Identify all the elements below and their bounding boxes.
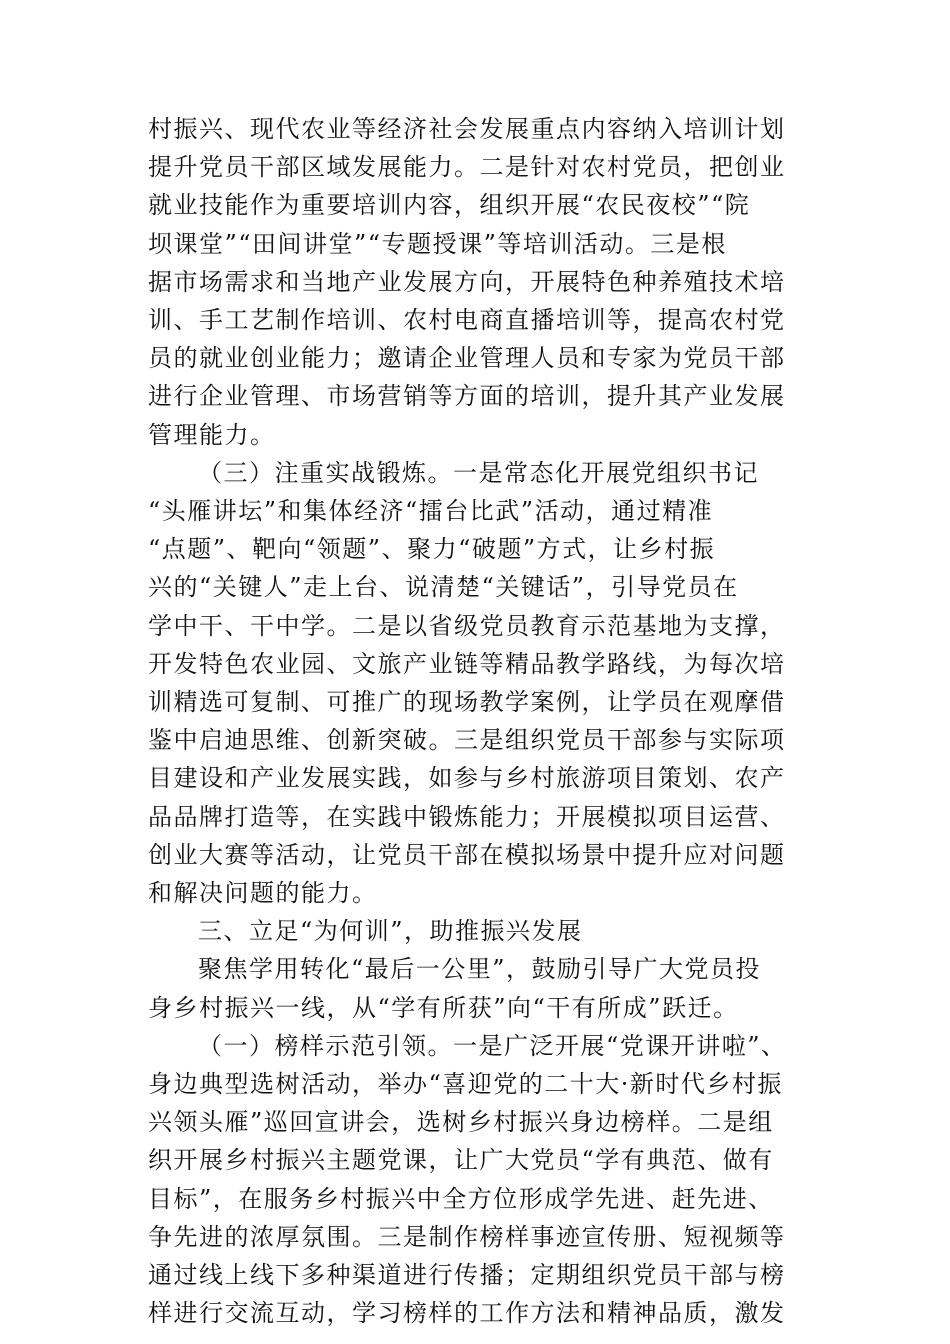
text-line: 通过线上线下多种渠道进行传播；定期组织党员干部与榜 bbox=[148, 1261, 786, 1289]
text-line: 鉴中启迪思维、创新突破。三是组织党员干部参与实际项 bbox=[148, 726, 786, 755]
text-line: 坝课堂”“田间讲堂”“专题授课”等培训活动。三是根 bbox=[148, 229, 727, 258]
text-line: 开发特色农业园、文旅产业链等精品教学路线，为每次培 bbox=[148, 649, 786, 678]
text-line: 创业大赛等活动，让党员干部在模拟场景中提升应对问题 bbox=[148, 840, 786, 869]
text-line: 提升党员干部区域发展能力。二是针对农村党员，把创业 bbox=[148, 153, 786, 182]
text-line: 村振兴、现代农业等经济社会发展重点内容纳入培训计划 bbox=[148, 115, 786, 143]
text-line: 员的就业创业能力；邀请企业管理人员和专家为党员干部 bbox=[148, 344, 786, 373]
text-line: 聚焦学用转化“最后一公里”，鼓励引导广大党员投 bbox=[198, 955, 762, 984]
text-line: 身乡村振兴一线，从“学有所获”向“干有所成”跃迁。 bbox=[148, 993, 739, 1022]
text-line: （一）榜样示范引领。一是广泛开展“党课开讲啦”、 bbox=[198, 1031, 787, 1060]
text-line: 身边典型选树活动，举办“喜迎党的二十大·新时代乡村振 bbox=[148, 1070, 783, 1098]
text-line: “点题”、靶向“领题”、聚力“破题”方式，让乡村振 bbox=[148, 535, 716, 564]
text-line: 争先进的浓厚氛围。三是制作榜样事迹宣传册、短视频等 bbox=[148, 1222, 786, 1251]
text-line: 就业技能作为重要培训内容，组织开展“农民夜校”“院 bbox=[148, 191, 751, 220]
text-line: 三、立足“为何训”，助推振兴发展 bbox=[198, 917, 583, 946]
text-line: 兴的“关键人”走上台、说清楚“关键话”，引导党员在 bbox=[148, 573, 739, 602]
text-line: 目建设和产业发展实践，如参与乡村旅游项目策划、农产 bbox=[148, 764, 786, 793]
text-line: 训、手工艺制作培训、农村电商直播培训等，提高农村党 bbox=[148, 306, 786, 334]
text-line: 管理能力。 bbox=[148, 420, 276, 449]
text-line: 据市场需求和当地产业发展方向，开展特色种养殖技术培 bbox=[148, 267, 786, 296]
text-line: “头雁讲坛”和集体经济“擂台比武”活动，通过精准 bbox=[148, 497, 714, 525]
text-line: 目标”，在服务乡村振兴中全方位形成学先进、赶先进、 bbox=[148, 1184, 774, 1213]
text-line: 和解决问题的能力。 bbox=[148, 879, 378, 907]
text-line: 样进行交流互动，学习榜样的工作方法和精神品质，激发 bbox=[148, 1299, 786, 1328]
text-line: （三）注重实战锻炼。一是常态化开展党组织书记 bbox=[198, 458, 759, 487]
text-line: 织开展乡村振兴主题党课，让广大党员“学有典范、做有 bbox=[148, 1146, 774, 1175]
text-line: 兴领头雁”巡回宣讲会，选树乡村振兴身边榜样。二是组 bbox=[148, 1108, 774, 1137]
text-line: 训精选可复制、可推广的现场教学案例，让学员在观摩借 bbox=[148, 688, 786, 716]
text-line: 学中干、干中学。二是以省级党员教育示范基地为支撑， bbox=[148, 611, 786, 640]
text-line: 进行企业管理、市场营销等方面的培训，提升其产业发展 bbox=[148, 382, 786, 411]
text-line: 品品牌打造等，在实践中锻炼能力；开展模拟项目运营、 bbox=[148, 802, 786, 831]
